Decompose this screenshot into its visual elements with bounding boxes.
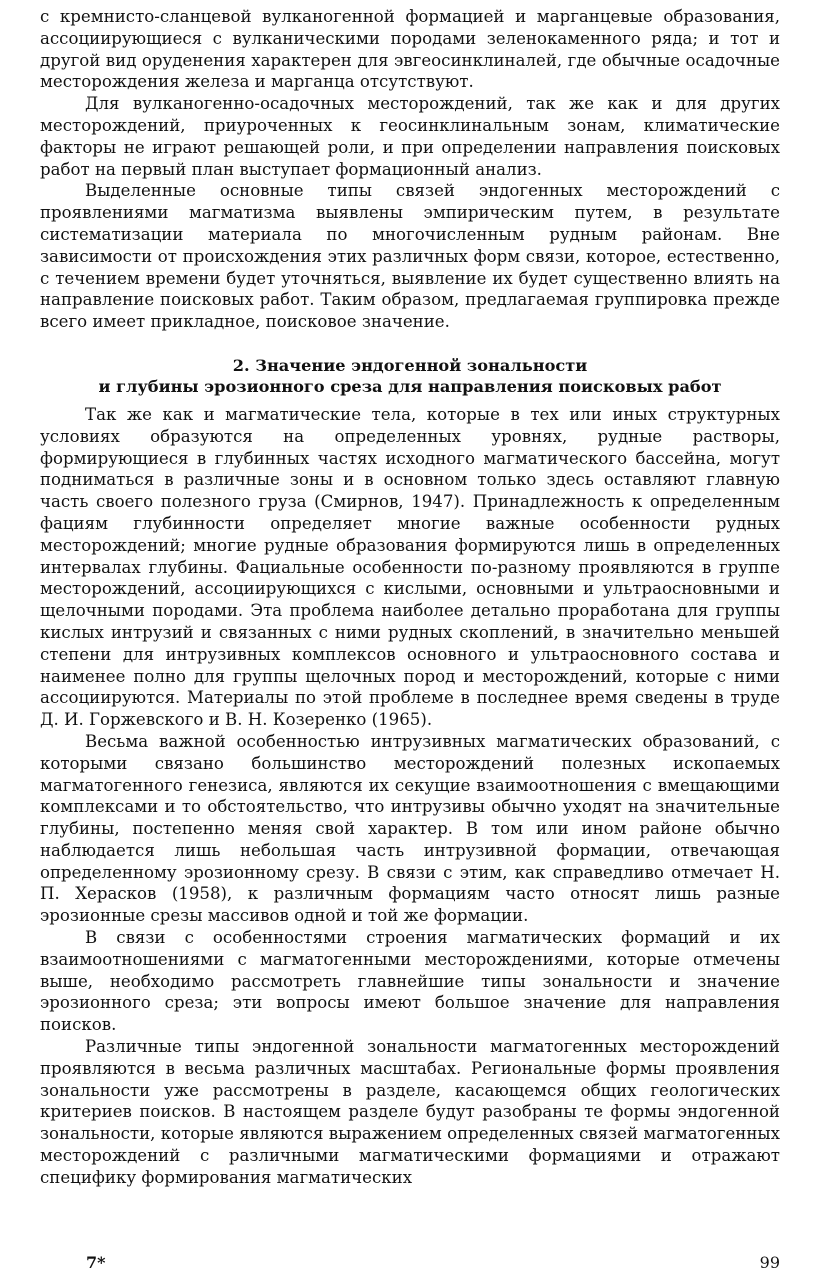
paragraph: Различные типы эндогенной зональности магматогенных месторождений проявляются в весьма различных масштабах. Региональные формы проявления зональности уже рассмотрены в разделе, касающемся общих геологических критериев поисков. В настоящем разделе будут разобраны те формы эндогенной зональности, которые являются выражением определенных связей магматогенных месторождений с различными магматическими формациями и отражают специфику формирования магматических	[40, 1037, 780, 1187]
section-heading-line-1: 2. Значение эндогенной зональности	[232, 355, 588, 375]
page-body	[40, 6, 780, 1189]
paragraph: Для вулканогенно-осадочных месторождений, так же как и для других месторождений, приуроченных к геосинклинальным зонам, климатические факторы не играют решающей роли, и при определении направления поисковых работ на первый план выступает формационный анализ.	[40, 94, 780, 179]
signature-mark: 7*	[86, 1253, 106, 1272]
page-footer	[0, 1253, 824, 1275]
paragraph: Так же как и магматические тела, которые в тех или иных структурных условиях образуются на определенных уровнях, рудные растворы, формирующиеся в глубинных частях исходного магматического бассейна, могут подниматься в различные зоны и в основном только здесь оставляют главную часть своего полезного груза (Смирнов, 1947). Принадлежность к определенным фациям глубинности определяет многие важные особенности рудных месторождений; многие рудные образования формируются лишь в определенных интервалах глубины. Фациальные особенности по-разному проявляются в группе месторождений, ассоциирующихся с кислыми, основными и ультраосновными и щелочными породами. Эта проблема наиболее детально проработана для группы кислых интрузий и связанных с ними рудных скоплений, в значительно меньшей степени для интрузивных комплексов основного и ультраосновного состава и наименее полно для группы щелочных пород и месторождений, которые с ними ассоциируются. Материалы по этой проблеме в последнее время сведены в труде Д. И. Горжевского и В. Н. Козеренко (1965).	[40, 404, 780, 730]
page-number: 99	[759, 1253, 780, 1272]
section-heading	[40, 355, 780, 397]
paragraph: Выделенные основные типы связей эндогенных месторождений с проявлениями магматизма выявлены эмпирическим путем, в результате систематизации материала по многочисленным рудным районам. Вне зависимости от происхождения этих различных форм связи, которое, естественно, с течением времени будет уточняться, выявление их будет существенно влиять на направление поисковых работ. Таким образом, предлагаемая группировка прежде всего имеет прикладное, поисковое значение.	[40, 181, 780, 332]
paragraph: с кремнисто-сланцевой вулканогенной формацией и марганцевые образования, ассоциирующиеся с вулканическими породами зеленокаменного ряда; и тот и другой вид оруденения характерен для эвгеосинклиналей, где обычные осадочные месторождения железа и марганца отсутствуют.	[40, 7, 780, 92]
section-heading-line-2: и глубины эрозионного среза для направления поисковых работ	[98, 376, 722, 396]
paragraph: Весьма важной особенностью интрузивных магматических образований, с которыми связано большинство месторождений полезных ископаемых магматогенного генезиса, являются их секущие взаимоотношения с вмещающими комплексами и то обстоятельство, что интрузивы обычно уходят на значительные глубины, постепенно меняя свой характер. В том или ином районе обычно наблюдается лишь небольшая часть интрузивной формации, отвечающая определенному эрозионному срезу. В связи с этим, как справедливо отмечает Н. П. Херасков (1958), к различным формациям часто относят лишь разные эрозионные срезы массивов одной и той же формации.	[40, 731, 780, 926]
paragraph: В связи с особенностями строения магматических формаций и их взаимоотношениями с магматогенными месторождениями, которые отмечены выше, необходимо рассмотреть главнейшие типы зональности и значение эрозионного среза; эти вопросы имеют большое значение для направления поисков.	[40, 928, 780, 1035]
